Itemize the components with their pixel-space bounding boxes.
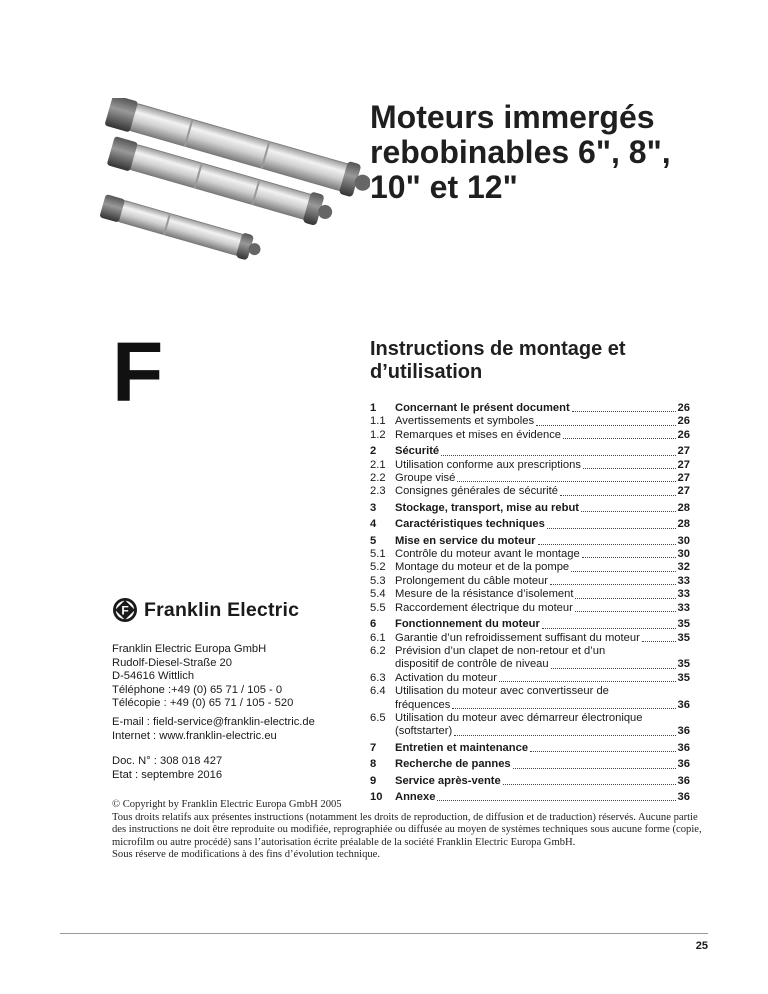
toc-page: 33 [677, 601, 690, 614]
toc-text: Utilisation du moteur avec convertisseur de [395, 685, 609, 698]
toc-entry[interactable] [370, 742, 690, 755]
franklin-electric-logo [112, 597, 299, 623]
document-status: Etat : septembre 2016 [112, 768, 223, 781]
toc-text: Recherche de pannes [395, 758, 511, 771]
toc-page: 35 [677, 658, 690, 671]
toc-page: 28 [677, 518, 690, 531]
toc-text: Utilisation du moteur avec démarreur électronique [395, 711, 643, 724]
subtitle-line: Instructions de montage et [370, 338, 626, 360]
toc-page: 36 [677, 725, 690, 738]
toc-page: 32 [677, 561, 690, 574]
toc-leader [563, 438, 676, 439]
toc-page: 26 [677, 428, 690, 441]
toc-entry[interactable] [370, 485, 690, 498]
toc-number: 10 [370, 790, 383, 803]
toc-text: Prévision d’un clapet de non-retour et d’un [395, 644, 606, 657]
toc-text: Caractéristiques techniques [395, 518, 545, 531]
toc-entry[interactable] [370, 758, 690, 771]
subtitle-line: d’utilisation [370, 361, 483, 383]
toc-text: Avertissements et symboles [395, 415, 535, 428]
company-website[interactable]: Internet : www.franklin-electric.eu [112, 729, 277, 742]
toc-number: 5.1 [370, 548, 386, 561]
franklin-logo-icon [112, 597, 138, 623]
toc-number: 5.4 [370, 588, 386, 601]
toc-text: Service après-vente [395, 774, 501, 787]
toc-number: 6.2 [370, 644, 386, 657]
toc-page: 28 [677, 501, 690, 514]
toc-number: 3 [370, 501, 377, 514]
toc-leader [581, 511, 676, 512]
language-letter: F [112, 325, 164, 419]
company-street: Rudolf-Diesel-Straße 20 [112, 656, 233, 669]
toc-leader [452, 708, 675, 709]
toc-entry[interactable] [370, 775, 690, 788]
toc-number: 2.1 [370, 458, 386, 471]
document-subtitle [370, 338, 730, 384]
toc-page: 36 [677, 758, 690, 771]
toc-number: 6.5 [370, 711, 386, 724]
toc-page: 26 [677, 402, 690, 414]
toc-entry[interactable] [370, 645, 690, 672]
toc-entry[interactable] [370, 429, 690, 442]
toc-number: 4 [370, 518, 377, 531]
document-title [370, 100, 750, 205]
toc-entry[interactable] [370, 561, 690, 574]
toc-text: Montage du moteur et de la pompe [395, 561, 570, 574]
toc-text: Groupe visé [395, 472, 456, 485]
toc-text: Annexe [395, 790, 436, 803]
toc-text: Garantie d’un refroidissement suffisant du moteur [395, 631, 640, 644]
toc-number: 2 [370, 445, 377, 458]
toc-text: Concernant le présent document [395, 402, 570, 414]
toc-text: Activation du moteur [395, 671, 497, 684]
toc-entry[interactable] [370, 459, 690, 472]
toc-number: 5.3 [370, 574, 386, 587]
toc-text: Mesure de la résistance d’isolement [395, 588, 574, 601]
toc-text: Fonctionnement du moteur [395, 618, 540, 631]
toc-leader [503, 784, 676, 785]
toc-page: 36 [677, 790, 690, 803]
toc-entry[interactable] [370, 535, 690, 548]
toc-entry[interactable] [370, 472, 690, 485]
rights-text: Tous droits relatifs aux présentes instructions (notamment les droits de reproduction, de diffusion et de traduction) réservés. Aucune partie des instructions ne doit être reproduite ou modifiée, reprographiée ou diffusée au moyen de systèmes techniques sous aucune forme (copie, microfilm ou autre procédé) sans l’autorisation écrite préalable de la société Franklin Electric Europa GmbH. [112, 811, 702, 848]
toc-page: 36 [677, 774, 690, 787]
toc-leader [441, 455, 675, 456]
toc-page: 36 [677, 698, 690, 711]
toc-page: 36 [677, 741, 690, 754]
toc-entry[interactable] [370, 672, 690, 685]
toc-leader [499, 681, 676, 682]
toc-entry[interactable] [370, 712, 690, 739]
toc-page: 27 [677, 458, 690, 471]
toc-text: Entretien et maintenance [395, 741, 529, 754]
toc-leader [583, 468, 676, 469]
toc-leader [551, 668, 676, 669]
toc-text: Mise en service du moteur [395, 534, 536, 547]
copyright-line: © Copyright by Franklin Electric Europa GmbH 2005 [112, 799, 342, 810]
legal-notice [112, 799, 712, 862]
title-line: 10" et 12" [370, 169, 518, 205]
toc-number: 2.2 [370, 472, 386, 485]
toc-leader [575, 611, 676, 612]
toc-number: 6.4 [370, 685, 386, 698]
toc-leader [538, 544, 676, 545]
toc-leader [575, 598, 675, 599]
toc-text-continued: dispositif de contrôle de niveau [395, 658, 549, 671]
toc-number: 1.2 [370, 428, 386, 441]
toc-leader [550, 584, 676, 585]
toc-number: 5 [370, 534, 377, 547]
company-email[interactable]: E-mail : field-service@franklin-electric.de [112, 716, 315, 728]
title-line: rebobinables 6", 8", [370, 134, 671, 170]
toc-text-continued: (softstarter) [395, 725, 453, 738]
toc-entry[interactable] [370, 575, 690, 588]
toc-number: 1.1 [370, 415, 386, 428]
toc-number: 8 [370, 758, 377, 771]
document-info [112, 755, 222, 782]
toc-text: Sécurité [395, 445, 440, 458]
toc-page: 27 [677, 472, 690, 485]
submersible-motors-illustration [100, 98, 370, 298]
toc-leader [582, 557, 676, 558]
toc-entry[interactable] [370, 618, 690, 631]
toc-leader [571, 571, 675, 572]
toc-page: 35 [677, 618, 690, 631]
toc-entry[interactable] [370, 685, 690, 712]
toc-entry[interactable] [370, 548, 690, 561]
toc-number: 5.2 [370, 561, 386, 574]
toc-entry[interactable] [370, 502, 690, 515]
toc-text: Contrôle du moteur avant le montage [395, 548, 580, 561]
table-of-contents [370, 402, 690, 804]
toc-text: Raccordement électrique du moteur [395, 601, 573, 614]
motor-small-icon [100, 193, 264, 263]
toc-number: 6.3 [370, 671, 386, 684]
toc-entry[interactable] [370, 445, 690, 458]
toc-number: 6.1 [370, 631, 386, 644]
toc-leader [457, 481, 675, 482]
toc-page: 30 [677, 534, 690, 547]
toc-entry[interactable] [370, 632, 690, 645]
toc-leader [642, 641, 676, 642]
toc-leader [560, 495, 676, 496]
toc-text: Remarques et mises en évidence [395, 428, 562, 441]
reserve-text: Sous réserve de modifications à des fins d’évolution technique. [112, 849, 381, 861]
toc-leader [572, 411, 676, 412]
toc-number: 6 [370, 618, 377, 631]
toc-page: 30 [677, 548, 690, 561]
toc-text: Stockage, transport, mise au rebut [395, 501, 580, 514]
toc-number: 9 [370, 774, 377, 787]
toc-entry[interactable] [370, 602, 690, 615]
company-contact [112, 716, 315, 743]
logo-wordmark: Franklin Electric [144, 598, 300, 621]
toc-page: 27 [677, 445, 690, 458]
toc-page: 35 [677, 671, 690, 684]
logo-letter: F [121, 603, 129, 618]
toc-number: 1 [370, 402, 377, 414]
toc-number: 7 [370, 741, 377, 754]
toc-text: Consignes générales de sécurité [395, 485, 558, 498]
toc-leader [454, 735, 675, 736]
toc-page: 26 [677, 415, 690, 428]
document-number: Doc. N° : 308 018 427 [112, 755, 223, 767]
toc-entry[interactable] [370, 415, 690, 428]
toc-text: Prolongement du câble moteur [395, 574, 548, 587]
toc-leader [536, 425, 675, 426]
toc-leader [542, 628, 676, 629]
toc-number: 2.3 [370, 485, 386, 498]
company-fax: Télécopie : +49 (0) 65 71 / 105 - 520 [112, 697, 294, 710]
company-address [112, 643, 293, 711]
company-name: Franklin Electric Europa GmbH [112, 643, 267, 655]
toc-entry[interactable] [370, 402, 690, 415]
footer-divider [60, 933, 708, 934]
toc-leader [530, 751, 676, 752]
page-number: 25 [695, 940, 708, 952]
toc-text-continued: fréquences [395, 698, 451, 711]
title-line: Moteurs immergés [370, 99, 655, 135]
toc-page: 33 [677, 588, 690, 601]
toc-number: 5.5 [370, 601, 386, 614]
company-city: D-54616 Wittlich [112, 670, 195, 683]
toc-entry[interactable] [370, 588, 690, 601]
toc-page: 33 [677, 574, 690, 587]
toc-entry[interactable] [370, 518, 690, 531]
toc-leader [547, 528, 676, 529]
toc-leader [513, 768, 676, 769]
toc-page: 35 [677, 631, 690, 644]
company-phone: Téléphone :+49 (0) 65 71 / 105 - 0 [112, 683, 283, 696]
toc-page: 27 [677, 485, 690, 498]
toc-text: Utilisation conforme aux prescriptions [395, 458, 581, 471]
